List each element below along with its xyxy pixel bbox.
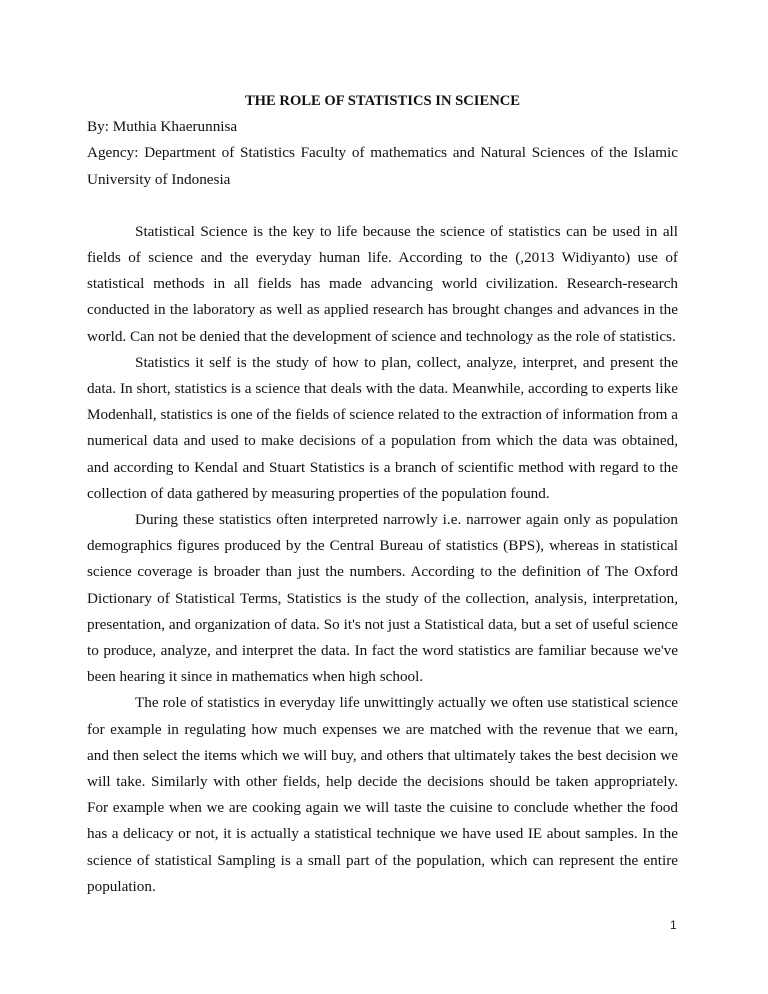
paragraph: Statistical Science is the key to life because the science of statistics can be used in all fields of science and the everyday human life. According to the (,2013 Widiyanto) use of statistical methods in all fields has made advancing world civilization. Research-research conducted in the laboratory as well as applied research has brought changes and advances in the world. Can not be denied that the development of science and technology as the role of statistics. <box>87 222 678 345</box>
paragraph: During these statistics often interpreted narrowly i.e. narrower again only as population demographics figures produced by the Central Bureau of statistics (BPS), whereas in statistical science coverage is broader than just the numbers. According to the definition of The Oxford Dictionary of Statistical Terms, Statistics is the study of the collection, analysis, interpretation, presentation, and organization of data. So it's not just a Statistical data, but a set of useful science to produce, analyze, and interpret the data. In fact the word statistics are familiar because we've been hearing it since in mathematics when high school. <box>87 511 678 686</box>
agency-line: Agency: Department of Statistics Faculty of mathematics and Natural Sciences of the Islamic University of Indonesia <box>87 144 678 188</box>
spacer <box>87 193 678 219</box>
paragraph: The role of statistics in everyday life unwittingly actually we often use statistical science for example in regulating how much expenses we are matched with the revenue that we earn, and then select the items which we will buy, and others that ultimately takes the best decision we will take. Similarly with other fields, help decide the decisions should be taken appropriately. For example when we are cooking again we will taste the cuisine to conclude whether the food has a delicacy or not, it is actually a statistical technique we have used IE about samples. In the science of statistical Sampling is a small part of the population, which can represent the entire population. <box>87 694 678 895</box>
document-title: THE ROLE OF STATISTICS IN SCIENCE <box>244 93 521 109</box>
page-content <box>87 88 678 900</box>
author-line: By: Muthia Khaerunnisa <box>87 118 238 136</box>
page-number: 1 <box>670 918 677 932</box>
paragraph: Statistics it self is the study of how to plan, collect, analyze, interpret, and present the data. In short, statistics is a science that deals with the data. Meanwhile, according to experts like Modenhall, statistics is one of the fields of science related to the extraction of information from a numerical data and used to make decisions of a population from which the data was obtained, and according to Kendal and Stuart Statistics is a branch of scientific method with regard to the collection of data gathered by measuring properties of the population found. <box>87 353 678 502</box>
